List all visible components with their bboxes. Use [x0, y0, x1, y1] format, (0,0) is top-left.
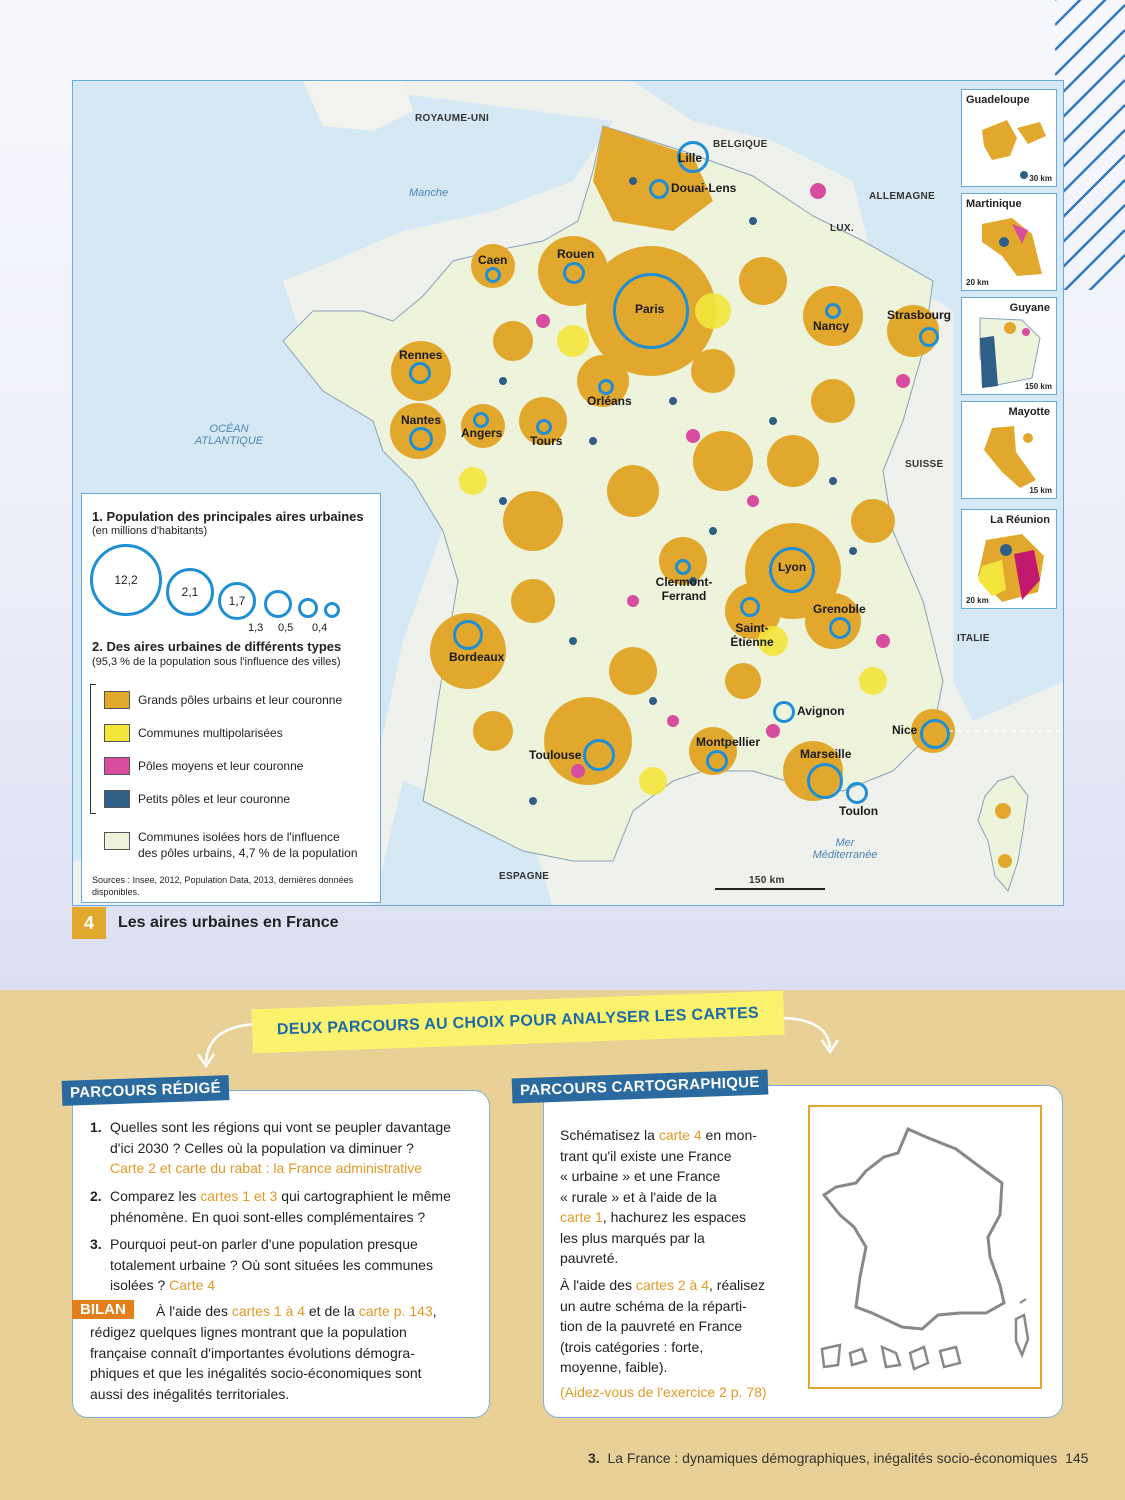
legend-value-6: 0,4	[312, 622, 328, 634]
carto-p2-line-3: tion de la pauvreté en France	[560, 1318, 743, 1334]
question-3-line-3: isolées ?	[110, 1277, 166, 1293]
carto-p1-text-b: en mon-	[701, 1127, 757, 1143]
question-number: 2.	[90, 1188, 102, 1204]
legend-circle-5	[298, 598, 318, 618]
city-label-rennes: Rennes	[399, 348, 443, 362]
bilan-text-a: À l'aide des	[156, 1303, 232, 1319]
bilan-tag: BILAN	[72, 1300, 134, 1319]
legend-swatch-isolees	[104, 832, 130, 850]
question-3-reference: Carte 4	[169, 1277, 216, 1293]
map-scale: 150 km	[749, 875, 785, 886]
city-label-bordeaux: Bordeaux	[449, 650, 505, 664]
question-number: 3.	[90, 1236, 102, 1252]
inset-guyane	[961, 297, 1057, 395]
bilan-text-b: et de la	[305, 1303, 359, 1319]
inset-scale: 20 km	[966, 278, 989, 287]
question-3-line-2: totalement urbaine ? Où sont situées les communes	[110, 1256, 433, 1273]
country-label-luxembourg: LUX.	[830, 223, 854, 234]
question-1-reference: Carte 2 et carte du rabat : la France administrative	[110, 1160, 423, 1176]
carto-p2-text-a: À l'aide des	[560, 1277, 636, 1293]
city-label-strasbourg: Strasbourg	[887, 308, 952, 322]
inset-title: Martinique	[966, 198, 1022, 210]
city-label-toulouse: Toulouse	[529, 748, 582, 762]
city-marker-douai-lens	[649, 179, 669, 199]
bilan-text-c: ,	[432, 1303, 437, 1319]
legend-subheading-1: (en millions d'habitants)	[92, 525, 208, 537]
city-marker-bordeaux	[453, 620, 483, 650]
question-2-text-a: Comparez les	[110, 1188, 201, 1204]
bilan-line-5: aussi des inégalités territoriales.	[90, 1385, 290, 1402]
city-marker-toulon	[846, 782, 868, 804]
question-number: 1.	[90, 1119, 102, 1135]
map-legend	[81, 493, 381, 903]
city-label-tours: Tours	[530, 434, 563, 448]
city-marker-nantes	[409, 427, 433, 451]
city-label-marseille: Marseille	[800, 747, 852, 761]
legend-circle-1: 12,2	[90, 544, 162, 616]
country-label-belgium: BELGIQUE	[713, 139, 768, 150]
city-label-toulon: Toulon	[839, 804, 879, 818]
parcours-redige-tab: PARCOURS RÉDIGÉ	[62, 1075, 230, 1106]
question-3-line-1: Pourquoi peut-on parler d'une population presque	[110, 1236, 418, 1252]
carto-p2-text-b: , réalisez	[709, 1277, 766, 1293]
inset-scale: 150 km	[1024, 382, 1052, 391]
legend-swatch-multipolarisees	[104, 724, 130, 742]
inset-scale: 15 km	[1029, 486, 1052, 495]
question-2-line-2: phénomène. En quoi sont-elles complémentaires ?	[110, 1208, 426, 1225]
country-label-spain: ESPAGNE	[499, 871, 550, 882]
country-label-uk: ROYAUME-UNI	[415, 113, 490, 124]
city-marker-grenoble	[829, 617, 851, 639]
country-label-germany: ALLEMAGNE	[869, 191, 936, 202]
inset-scale: 20 km	[966, 596, 989, 605]
inset-title: La Réunion	[990, 514, 1050, 526]
city-label-douai-lens: Douai-Lens	[671, 181, 737, 195]
bilan-reference-1: cartes 1 à 4	[231, 1303, 305, 1319]
carto-hint: (Aidez-vous de l'exercice 2 p. 78)	[560, 1383, 767, 1400]
city-marker-orleans	[598, 379, 614, 395]
city-label-paris: Paris	[635, 302, 665, 316]
city-marker-toulouse	[583, 739, 615, 771]
carto-p2-line-5: moyenne, faible).	[560, 1359, 668, 1375]
schema-frame	[808, 1105, 1042, 1389]
country-label-switzerland: SUISSE	[905, 459, 944, 470]
city-marker-montpellier	[706, 750, 728, 772]
legend-subheading-2: (95,3 % de la population sous l'influence des villes)	[92, 656, 341, 668]
legend-label-grands-poles: Grands pôles urbains et leur couronne	[138, 693, 343, 707]
carto-p1-line-7: pauvreté.	[560, 1250, 619, 1266]
city-label-grenoble: Grenoble	[813, 602, 866, 616]
inset-scale: 30 km	[1029, 174, 1052, 183]
carto-p1-reference-1: carte 4	[658, 1127, 702, 1143]
city-label-nantes: Nantes	[401, 413, 442, 427]
legend-circle-4	[264, 590, 292, 618]
city-marker-saint-etienne	[740, 597, 760, 617]
bilan-reference-2: carte p. 143	[358, 1303, 433, 1319]
city-marker-nancy	[825, 303, 841, 319]
question-3	[90, 1234, 482, 1296]
footer-title: La France : dynamiques démographiques, inégalités socio-économiques	[607, 1450, 1058, 1466]
question-1	[90, 1117, 482, 1179]
legend-swatch-poles-moyens	[104, 757, 130, 775]
city-label-clermont: Clermont-Ferrand	[655, 575, 713, 603]
city-label-caen: Caen	[478, 253, 508, 267]
carto-p1-line-4: « rurale » et à l'aide de la	[560, 1188, 717, 1205]
country-label-italy: ITALIE	[957, 633, 990, 644]
legend-swatch-petits-poles	[104, 790, 130, 808]
legend-value-4: 1,3	[248, 622, 264, 634]
carto-p1-reference-2: carte 1	[560, 1209, 603, 1225]
legend-circle-6	[324, 602, 340, 618]
question-1-line-2: d'ici 2030 ? Celles où la population va diminuer ?	[110, 1139, 414, 1156]
legend-bracket	[90, 684, 96, 814]
city-label-rouen: Rouen	[557, 247, 595, 261]
question-2-text-b: qui cartographient le même	[277, 1188, 451, 1204]
city-label-nancy: Nancy	[813, 319, 850, 333]
question-2	[90, 1186, 482, 1227]
city-label-angers: Angers	[461, 426, 503, 440]
city-label-orleans: Orléans	[587, 394, 632, 408]
bilan-line-3: française connaît d'importantes évolutions démogra-	[90, 1344, 415, 1361]
city-marker-avignon	[773, 701, 795, 723]
legend-label-isolees-1: Communes isolées hors de l'influence	[138, 830, 340, 844]
carto-p1-text-a: Schématisez la	[560, 1127, 659, 1143]
bilan-line-4: phiques et que les inégalités socio-économiques sont	[90, 1365, 422, 1381]
bilan-body	[90, 1322, 482, 1404]
inset-mayotte	[961, 401, 1057, 499]
inset-title: Mayotte	[1008, 406, 1050, 418]
legend-swatch-grands-poles	[104, 691, 130, 709]
inset-martinique	[961, 193, 1057, 291]
carto-p1-text-c: , hachurez les espaces	[602, 1209, 747, 1225]
page-footer	[588, 1450, 1088, 1466]
carto-p2-line-2: un autre schéma de la réparti-	[560, 1297, 747, 1314]
city-label-montpellier: Montpellier	[696, 735, 761, 749]
bilan-line-2: rédigez quelques lignes montrant que la population	[90, 1324, 407, 1340]
sea-label-mediterranean: Mer Méditerranée	[812, 837, 878, 861]
city-marker-marseille	[807, 763, 843, 799]
inset-reunion	[961, 509, 1057, 609]
city-label-lille: Lille	[678, 151, 703, 165]
decorative-stripes	[1055, 0, 1125, 290]
legend-label-petits-poles: Petits pôles et leur couronne	[138, 792, 291, 806]
inset-guadeloupe	[961, 89, 1057, 187]
city-label-nice: Nice	[892, 723, 918, 737]
city-label-avignon: Avignon	[797, 704, 845, 718]
legend-sources-1: Sources : Insee, 2012, Population Data, 2013, dernières données	[92, 875, 354, 885]
section-banner: DEUX PARCOURS AU CHOIX POUR ANALYSER LES CARTES	[251, 991, 784, 1054]
footer-chapter: 3.	[588, 1450, 600, 1466]
sea-label-manche: Manche	[409, 187, 449, 199]
carto-p2-reference: cartes 2 à 4	[635, 1277, 709, 1293]
city-marker-caen	[485, 267, 501, 283]
figure-number: 4	[72, 907, 106, 939]
carto-paragraph-2	[560, 1275, 778, 1402]
carto-p1-line-2: trant qu'il existe une France	[560, 1147, 732, 1164]
carto-p1-line-6: les plus marqués par la	[560, 1229, 705, 1246]
legend-label-multipolarisees: Communes multipolarisées	[138, 726, 283, 740]
carto-paragraph-1	[560, 1125, 778, 1269]
city-label-lyon: Lyon	[778, 560, 807, 574]
parcours-cartographique-tab: PARCOURS CARTOGRAPHIQUE	[512, 1070, 768, 1104]
question-2-reference: cartes 1 et 3	[200, 1188, 278, 1204]
legend-circle-3: 1,7	[218, 582, 256, 620]
legend-value-5: 0,5	[278, 622, 294, 634]
figure-caption: Les aires urbaines en France	[118, 914, 339, 931]
page-number: 145	[1065, 1450, 1089, 1466]
city-marker-tours	[536, 419, 552, 435]
france-outline-schema	[810, 1107, 1040, 1387]
question-1-line-1: Quelles sont les régions qui vont se peupler davantage	[110, 1119, 451, 1135]
bilan-line-1	[156, 1301, 486, 1322]
city-marker-rouen	[563, 262, 585, 284]
legend-heading-1: 1. Population des principales aires urbaines	[92, 509, 364, 524]
carto-p2-line-4: (trois catégories : forte,	[560, 1338, 704, 1355]
city-label-saint-etienne: Saint-Étienne	[730, 621, 774, 649]
legend-circle-2: 2,1	[166, 568, 214, 616]
carto-p1-line-3: « urbaine » et une France	[560, 1168, 721, 1184]
city-marker-rennes	[409, 362, 431, 384]
city-marker-strasbourg	[919, 327, 939, 347]
sea-label-atlantic: OCÉAN ATLANTIQUE	[194, 423, 264, 447]
city-marker-clermont	[675, 559, 691, 575]
legend-label-poles-moyens: Pôles moyens et leur couronne	[138, 759, 304, 773]
city-marker-nice	[920, 719, 950, 749]
legend-sources-2: disponibles.	[92, 887, 140, 897]
map-figure	[72, 80, 1064, 906]
inset-title: Guyane	[1009, 302, 1050, 314]
legend-heading-2: 2. Des aires urbaines de différents types	[92, 639, 342, 654]
inset-title: Guadeloupe	[966, 94, 1030, 106]
legend-label-isolees-2: des pôles urbains, 4,7 % de la population	[138, 846, 358, 860]
